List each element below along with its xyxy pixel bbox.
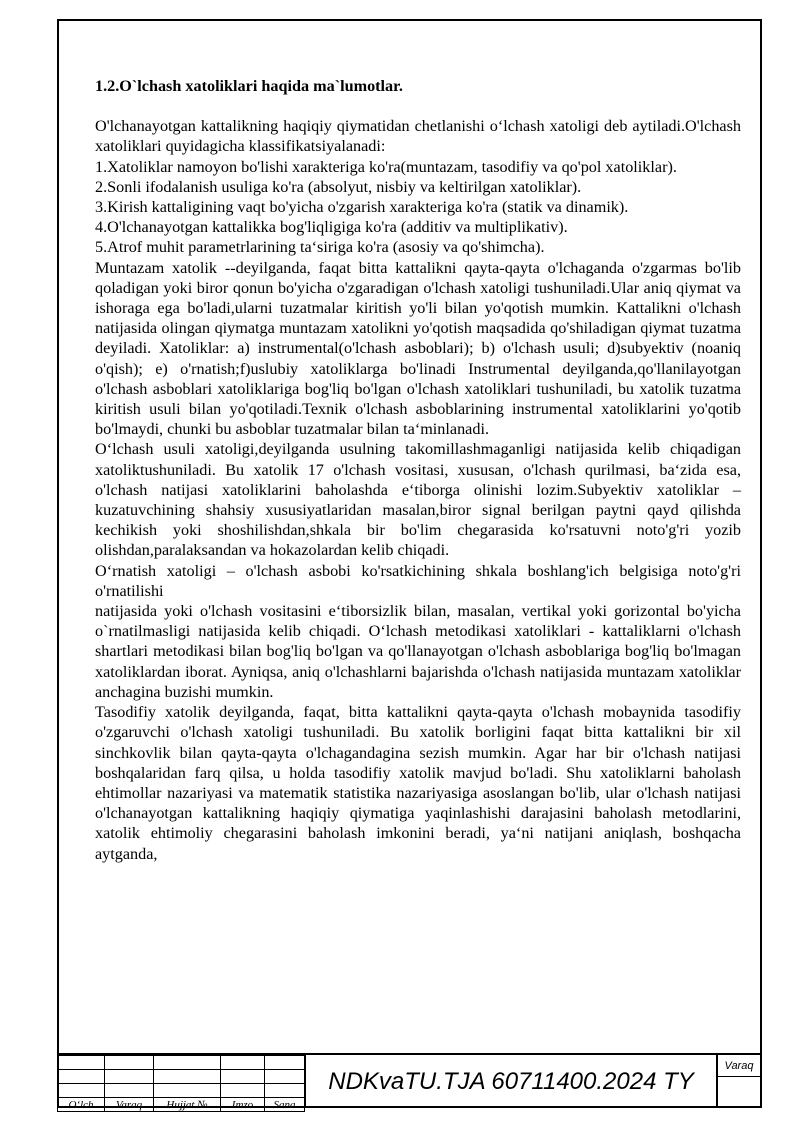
paragraph: O'lchanayotgan kattalikning haqiqiy qiymatidan chetlanishi o‘lchash xatoligi deb aytiladi.O'lchash xatoliklari quyidagicha klassifikatsiyalanadi: — [95, 117, 741, 156]
paragraph: Tasodifiy xatolik deyilganda, faqat, bitta kattalikni qayta-qayta o'lchash mobaynida tasodifiy o'zgaruvchi o'lchash xatoligi tushuniladi. Bu xatolik borligini faqat bitta kattalikni bir xil sinchkovlik bilan qayta-qayta o'lchagandagina sezish mumkin. Agar har bir o'lchash natijasi boshqalaridan farq qilsa, u holda tasodifiy xatolik mavjud bo'ladi. Shu xatoliklarni baholash ehtimollar nazariyasi va matematik statistika nazariyasiga asoslangan bo'lib, ular o'lchash natijasi o'lchanayotgan kattalikning haqiqiy qiymatiga yaqinlashishi darajasini baholash metodlarini, xatolik ehtimoliy chegarasini baholash imkonini beradi, ya‘ni natijani aniqlash, boshqacha aytganda, — [95, 703, 741, 863]
sheet-label: Varaq — [718, 1055, 760, 1077]
paragraph: Muntazam xatolik --deyilganda, faqat bitta kattalikni qayta-qayta o'lchaganda o'zgarmas bo'lib qoladigan yoki biror qonun bo'yicha o'zgaradigan o'lchash xatoligi tushuniladi.Ular aniq qiymat va ishoraga ega bo'ladi,ularni tuzatmalar kiritish yo'li bilan yo'qotish mumkin. Kattalikni o'lchash natijasida olingan qiymatga muntazam xatolikni yo'qotish maqsadida qo'shiladigan qiymat tuzatma deyiladi. Xatoliklar: a) instrumental(o'lchash asboblari); b) o'lchash usuli; d)subyektiv (noaniq o'qish); e) o'rnatish;f)uslubiy xatoliklarga bo'linadi Instrumental deyilganda,qo'llanilayotgan o'lchash asboblari xatoliklariga bog'liq bo'lgan o'lchash xatoliklari tushuniladi, bu xatolik tuzatma kiritish usuli bilan yo'qotiladi.Texnik o'lchash asboblarining instrumental xatoliklarini yo'qotib bo'lmaydi, chunki bu asboblar tuzatmalar bilan ta‘minlanadi. — [95, 258, 741, 439]
list-item: 4.O'lchanayotgan kattalikka bog'liqligiga ko'ra (additiv va multiplikativ). — [95, 218, 568, 237]
list-item: 3.Kirish kattaligining vaqt bo'yicha o'zgarish xarakteriga ko'ra (statik va dinamik). — [95, 198, 629, 217]
list-item: 5.Atrof muhit parametrlarining ta‘siriga ko'ra (asosiy va qo'shimcha). — [95, 238, 545, 257]
stamp-col-change: O‘lch — [58, 1098, 105, 1112]
stamp-table — [57, 1055, 305, 1112]
paragraph: O‘lchash usuli xatoligi,deyilganda usulning takomillashmaganligi natijasida kelib chiqadigan xatoliktushuniladi. Bu xatolik 17 o'lchash vositasi, xususan, o'lchash qurilmasi, ba‘zida esa, o'lchash natijasi xatoliklarini baholashda e‘tiborga olinishi lozim.Subyektiv xatoliklar – kuzatuvchining shahsiy xususiyatlaridan masalan,biror signal berilgan paytni qayd qilishda kechikish yoki shoshilishdan,shkala bir bo'lim chegarasida ko'rsatuvni noto'g'ri yozib olishdan,paralaksandan va hokazolardan kelib chiqadi. — [95, 440, 741, 560]
stamp-col-date: Sana — [265, 1098, 305, 1112]
document-code: NDKvaTU.TJA 60711400.2024 TY — [304, 1055, 718, 1108]
document-body — [95, 76, 741, 864]
stamp-col-sheet: Varaq — [105, 1098, 154, 1112]
sheet-cell — [718, 1055, 760, 1108]
paragraph: natijasida yoki o'lchash vositasini e‘tiborsizlik bilan, masalan, vertikal yoki gorizontal bo'yicha o`rnatilmasligi natijasida kelib chiqadi. O‘lchash metodikasi xatoliklari - kattaliklarni o'lchash shartlari metodikasi bilan bog'liq bo'lgan va qo'llanayotgan o'lchash asboblariga bog'liq bo'lmagan xatoliklardan iborat. Ayniqsa, aniq o'lchashlarni bajarishda o'lchash natijasida muntazam xatoliklar anchagina buzishi mumkin. — [95, 602, 741, 701]
stamp-col-document: Hujjat № — [154, 1098, 221, 1112]
title-block — [57, 1053, 762, 1111]
paragraph: O‘rnatish xatoligi – o'lchash asbobi ko'rsatkichining shkala boshlang'ich belgisiga noto'g'ri o'rnatilishi — [95, 561, 741, 600]
stamp-col-signature: Imzo — [221, 1098, 265, 1112]
list-item: 1.Xatoliklar namoyon bo'lishi xarakteriga ko'ra(muntazam, tasodifiy va qo'pol xatoliklar). — [95, 157, 677, 176]
section-heading: 1.2.O`lchash xatoliklari haqida ma`lumotlar. — [95, 77, 403, 95]
list-item: 2.Sonli ifodalanish usuliga ko'ra (absolyut, nisbiy va keltirilgan xatoliklar). — [95, 177, 582, 196]
